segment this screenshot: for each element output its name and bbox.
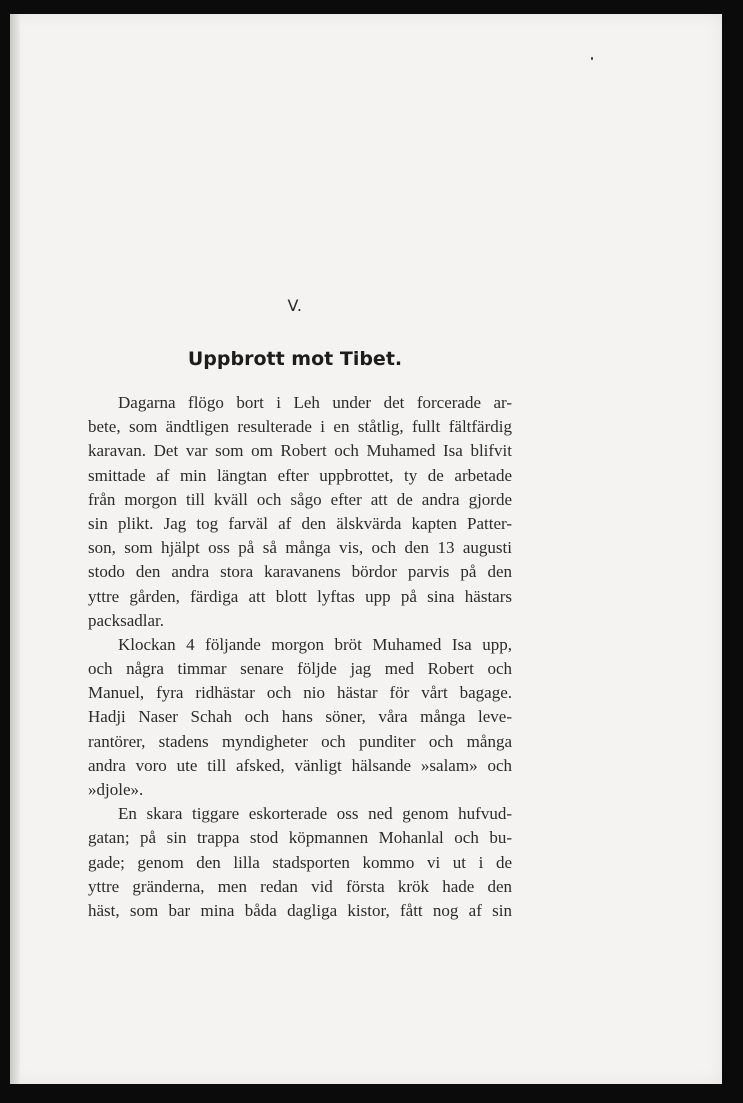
chapter-number: V. [287,296,303,315]
text-line: Dagarna flögo bort i Leh under det forcerade ar- [118,393,512,412]
text-line: karavan. Det var som om Robert och Muhamed Isa blifvit [88,441,512,461]
text-line: Klockan 4 följande morgon bröt Muhamed Isa upp, [118,634,512,654]
text-line: stodo den andra stora karavanens bördor parvis på den [88,562,512,582]
page-gutter [10,14,20,1084]
text-line: yttre gränderna, men redan vid första krök hade den [88,876,512,896]
text-line: andra voro ute till afsked, vänligt hälsande »salam» och [88,755,512,775]
text-line: gatan; på sin trappa stod köpmannen Mohanlal och bu- [88,828,512,848]
text-line: bete, som ändtligen resulterade i en ståtlig, fullt fältfärdig [88,417,512,437]
chapter-title: Uppbrott mot Tibet. [187,348,403,370]
text-line: yttre gården, färdiga att blott lyftas upp på sina hästars [88,586,512,606]
text-line: smittade af min längtan efter uppbrottet, ty de arbetade [88,465,512,485]
text-line: och några timmar senare följde jag med Robert och [88,659,512,679]
text-line: »djole». [88,780,144,799]
text-line: rantörer, stadens myndigheter och punditer och många [88,731,512,751]
text-line: Hadji Naser Schah och hans söner, våra många leve- [88,707,512,727]
text-line: från morgon till kväll och sågo efter att de andra gjorde [88,489,512,509]
text-line: sin plikt. Jag tog farväl af den älskvärda kapten Patter- [88,513,512,533]
text-line: son, som hjälpt oss på så många vis, och den 13 augusti [88,538,512,558]
text-line: Manuel, fyra ridhästar och nio hästar för vårt bagage. [88,683,512,703]
text-line: packsadlar. [88,610,164,630]
body-text [88,391,512,923]
text-line: gade; genom den lilla stadsporten kommo vi ut i de [88,852,512,872]
text-line: häst, som bar mina båda dagliga kistor, fått nog af sin [88,900,512,920]
book-page [10,14,722,1084]
ink-speck [591,57,593,60]
text-line: En skara tiggare eskorterade oss ned genom hufvud- [118,804,512,824]
